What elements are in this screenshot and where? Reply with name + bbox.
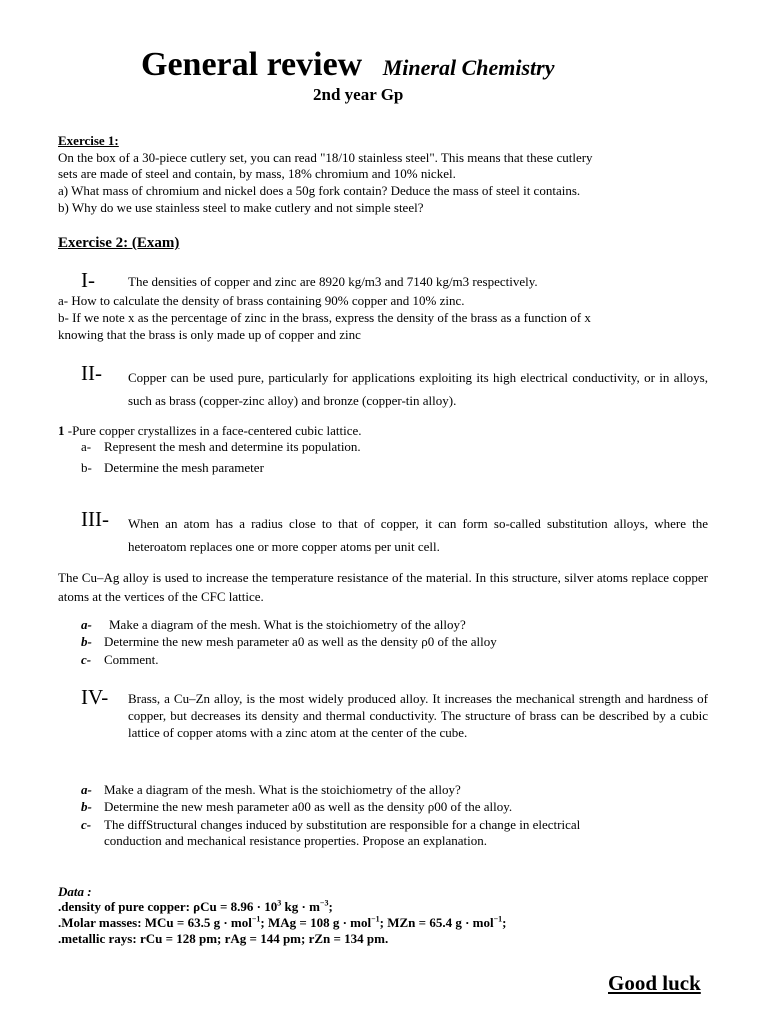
exercise1-line-1: On the box of a 30-piece cutlery set, you can read "18/10 stainless steel". This means that these cutlery bbox=[58, 150, 593, 165]
part3-item-c-label: c- bbox=[81, 652, 92, 667]
part3-item-a-label: a- bbox=[81, 617, 92, 632]
exercise1-line-2: sets are made of steel and contain, by mass, 18% chromium and 10% nickel. bbox=[58, 166, 456, 181]
part3-paragraph: The Cu–Ag alloy is used to increase the temperature resistance of the material. In this structure, silver atoms replace copper atoms at the vertices of the CFC lattice. bbox=[58, 570, 708, 604]
exercise1-heading: Exercise 1: bbox=[58, 133, 119, 148]
part1-line-a: a- How to calculate the density of brass containing 90% copper and 10% zinc. bbox=[58, 293, 465, 308]
data-molar-cu-exp: −1 bbox=[251, 914, 261, 924]
part2-intro: Copper can be used pure, particularly for applications exploiting its high electrical conductivity, or in alloys, such as brass (copper-zinc alloy) and bronze (copper-tin alloy). bbox=[128, 370, 708, 408]
part3-intro: When an atom has a radius close to that of copper, it can form so-called substitution alloys, where the heteroatom replaces one or more copper atoms per unit cell. bbox=[128, 516, 708, 554]
part2-point-number: 1 bbox=[58, 423, 65, 438]
data-molar-zn: ; MZn = 65.4 g · mol bbox=[379, 915, 494, 930]
part2-point-text: -Pure copper crystallizes in a face-centered cubic lattice. bbox=[67, 423, 362, 438]
part4-item-c-continued: conduction and mechanical resistance properties. Propose an explanation. bbox=[104, 833, 488, 848]
part3-item-b-text: Determine the new mesh parameter a0 as well as the density ρ0 of the alloy bbox=[104, 634, 497, 649]
part4-item-c-text: The diffStructural changes induced by substitution are responsible for a change in electrical bbox=[104, 817, 581, 832]
exercise2-heading: Exercise 2: (Exam) bbox=[58, 235, 180, 251]
part1-line-b-cont: knowing that the brass is only made up of copper and zinc bbox=[58, 327, 361, 342]
data-density-unit-exponent: −3 bbox=[319, 898, 329, 908]
exercise1-line-4: b) Why do we use stainless steel to make cutlery and not simple steel? bbox=[58, 200, 424, 215]
part1-intro: The densities of copper and zinc are 8920 kg/m3 and 7140 kg/m3 respectively. bbox=[128, 274, 538, 289]
part4-roman-numeral: IV- bbox=[81, 685, 109, 709]
data-molar-zn-exp: −1 bbox=[493, 914, 503, 924]
part4-item-b-text: Determine the new mesh parameter a00 as well as the density ρ00 of the alloy. bbox=[104, 799, 513, 814]
page-title-block bbox=[141, 46, 554, 84]
subject-title: Mineral Chemistry bbox=[382, 55, 555, 80]
good-luck-text: Good luck bbox=[608, 971, 701, 995]
data-density-exponent: 3 bbox=[277, 898, 282, 908]
part2-item-b-text: Determine the mesh parameter bbox=[104, 460, 264, 475]
part1-line-b: b- If we note x as the percentage of zinc in the brass, express the density of the brass as a function of x bbox=[58, 310, 591, 325]
data-heading: Data : bbox=[58, 884, 92, 899]
part2-point-1 bbox=[58, 423, 362, 439]
part3-item-c-text: Comment. bbox=[104, 652, 159, 667]
data-density-line bbox=[58, 899, 333, 915]
data-density-end: ; bbox=[328, 899, 333, 914]
page-title: General review bbox=[141, 46, 363, 83]
data-molar-line bbox=[58, 915, 507, 931]
data-molar-ag-exp: −1 bbox=[371, 914, 380, 924]
part3-roman-numeral: III- bbox=[81, 507, 109, 531]
data-molar-end: ; bbox=[502, 915, 507, 930]
part4-item-a-label: a- bbox=[81, 782, 92, 797]
data-density-label: .density of pure copper: ρCu = 8.96 · 10 bbox=[58, 899, 278, 914]
part2-roman-numeral: II- bbox=[81, 361, 102, 385]
part4-item-c-label: c- bbox=[81, 817, 92, 832]
part4-intro: Brass, a Cu–Zn alloy, is the most widely produced alloy. It increases the mechanical strength and hardness of copper, but decreases its density and thermal conductivity. The structure of brass can be described by a cubic lattice of copper atoms with a zinc atom at the center of the cube. bbox=[128, 691, 708, 740]
part2-item-a-label: a- bbox=[81, 439, 92, 454]
part3-item-b-label: b- bbox=[81, 634, 92, 649]
data-density-unit: kg · m bbox=[281, 899, 320, 914]
part4-item-b-label: b- bbox=[81, 799, 92, 814]
data-molar-cu: .Molar masses: MCu = 63.5 g · mol bbox=[58, 915, 252, 930]
part4-item-a-text: Make a diagram of the mesh. What is the stoichiometry of the alloy? bbox=[104, 782, 461, 797]
part1-roman-numeral: I- bbox=[81, 268, 95, 292]
part3-item-a-text: Make a diagram of the mesh. What is the stoichiometry of the alloy? bbox=[109, 617, 466, 632]
part2-item-b-label: b- bbox=[81, 460, 92, 475]
part2-item-a-text: Represent the mesh and determine its population. bbox=[104, 439, 361, 454]
exercise1-line-3: a) What mass of chromium and nickel does a 50g fork contain? Deduce the mass of steel it contains. bbox=[58, 183, 581, 198]
data-molar-ag: ; MAg = 108 g · mol bbox=[260, 915, 372, 930]
group-subtitle: 2nd year Gp bbox=[313, 85, 404, 104]
data-radii-line: .metallic rays: rCu = 128 pm; rAg = 144 pm; rZn = 134 pm. bbox=[58, 931, 389, 946]
